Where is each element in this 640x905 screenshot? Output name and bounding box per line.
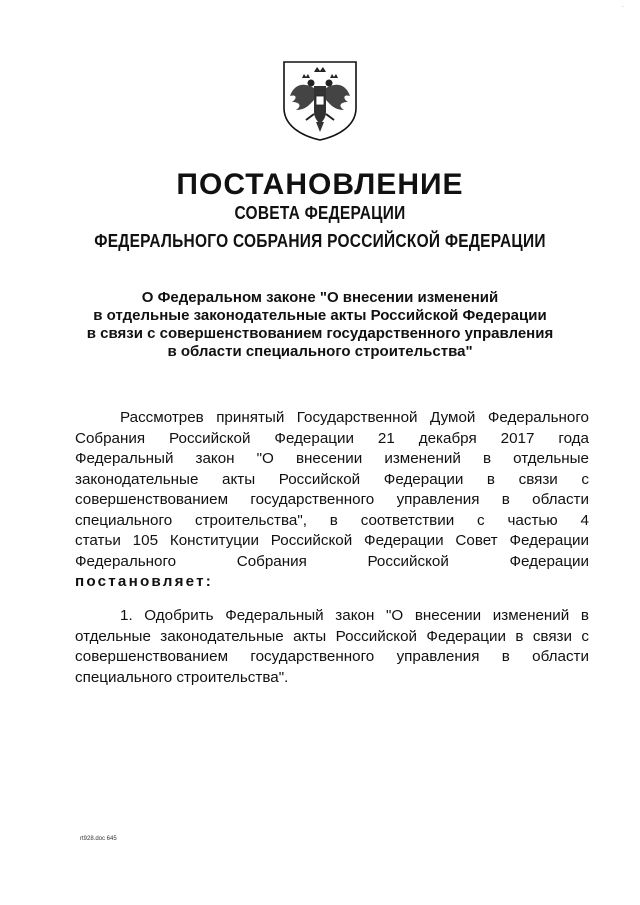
document-subtitle-assembly: ФЕДЕРАЛЬНОГО СОБРАНИЯ РОССИЙСКОЙ ФЕДЕРАЦИИ	[94, 231, 546, 251]
resolution-item-1	[75, 606, 589, 688]
paragraph-line: статьи 105 Конституции Российской Федерации Совет Федерации	[75, 532, 589, 549]
paragraph-line: 1. Одобрить Федеральный закон "О внесении изменений в	[120, 607, 589, 624]
coat-of-arms-emblem-icon	[280, 58, 360, 142]
preamble-paragraph	[75, 408, 589, 593]
document-title: ПОСТАНОВЛЕНИЕ	[176, 168, 464, 201]
paragraph-line: совершенствованием государственного управления в области	[75, 648, 589, 665]
heading-line: в связи с совершенствованием государственного управления	[86, 325, 554, 342]
paragraph-line: специального строительства", в соответствии с частью 4	[75, 511, 589, 529]
law-heading	[40, 289, 600, 361]
paragraph-line: законодательные акты Российской Федерации в связи с	[75, 470, 589, 488]
corner-mark: ·	[622, 4, 624, 10]
paragraph-line: специального строительства".	[75, 668, 289, 686]
paragraph-line: Федеральный закон "О внесении изменений в отдельные	[75, 450, 589, 467]
heading-line: О Федеральном законе "О внесении изменений	[141, 289, 499, 306]
paragraph-line: совершенствованием государственного управления в области	[75, 491, 589, 508]
paragraph-line: Рассмотрев принятый Государственной Думой Федерального	[120, 409, 589, 426]
paragraph-line: Собрания Российской Федерации 21 декабря 2017 года	[75, 429, 589, 447]
document-subtitle-council: СОВЕТА ФЕДЕРАЦИИ	[234, 203, 406, 223]
document-footer-code: rt928.doc 645	[80, 836, 117, 842]
heading-line: в отдельные законодательные акты Российской Федерации	[93, 307, 547, 324]
heading-line: в области специального строительства"	[167, 343, 473, 360]
paragraph-line: Федерального Собрания Российской Федерации	[75, 552, 589, 570]
resolves-word: постановляет:	[75, 573, 214, 590]
paragraph-line: отдельные законодательные акты Российской Федерации в связи с	[75, 627, 589, 645]
